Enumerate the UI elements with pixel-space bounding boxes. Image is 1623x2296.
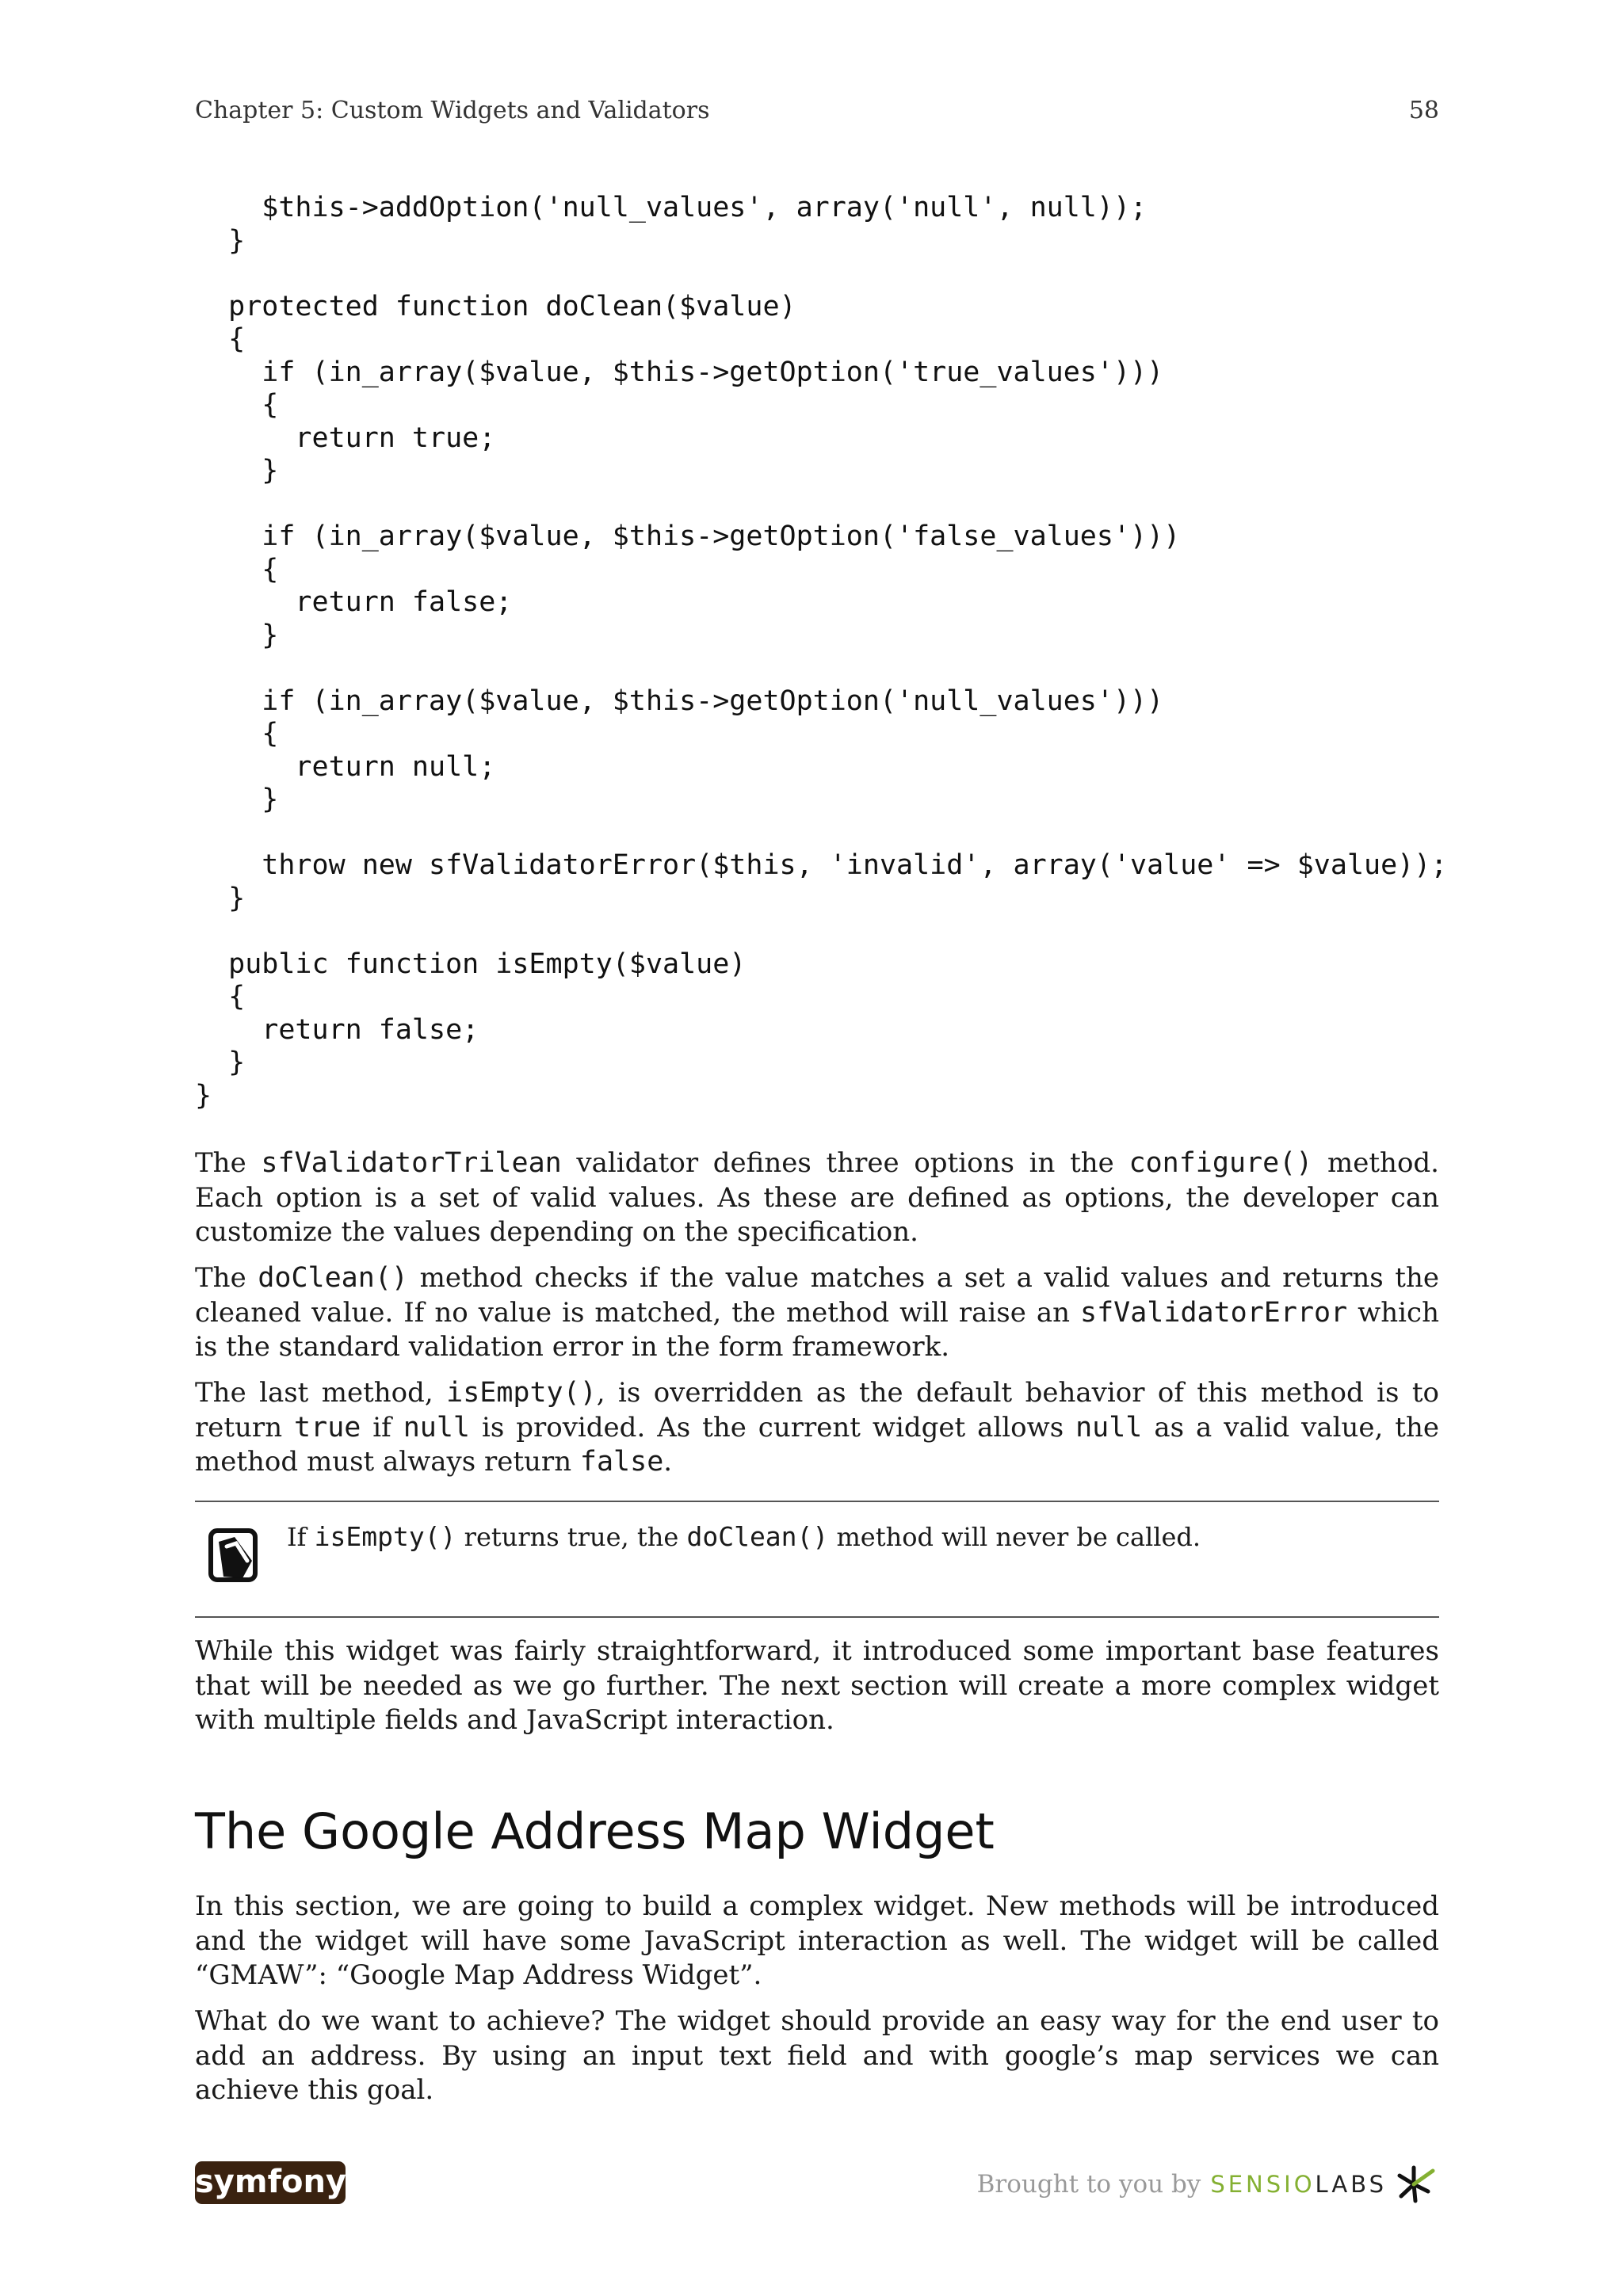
paragraph-isempty: The last method, isEmpty(), is overridden as the default behavior of this method is to return true if null is provided. As the current widget allows null as a valid value, the method must always return false.	[195, 1377, 1439, 1478]
inline-code: configure()	[1128, 1147, 1313, 1179]
inline-code: sfValidatorError	[1080, 1296, 1348, 1329]
paragraph-trilean-options: The sfValidatorTrilean validator defines three options in the configure() method. Each option is a set of valid values. As these are defined as options, the developer can customize the values depending on the specification.	[195, 1147, 1439, 1248]
paragraph-summary: While this widget was fairly straightforward, it introduced some important base features that will be needed as we go further. The next section will create a more complex widget with multiple fields and JavaScript interaction.	[195, 1635, 1439, 1736]
sensiolabs-mark-icon	[1395, 2164, 1439, 2204]
sensiolabs-logo-labs: LABS	[1315, 2171, 1387, 2198]
paragraph-gmaw-goal: What do we want to achieve? The widget should provide an easy way for the end user to add an address. By using an input text field and with google’s map services we can achieve this goal.	[195, 2005, 1439, 2106]
brought-to-you-by: Brought to you by	[976, 2170, 1201, 2199]
inline-code: isEmpty()	[446, 1377, 597, 1409]
paragraph-gmaw-intro: In this section, we are going to build a complex widget. New methods will be introduced and the widget will have some JavaScript interaction as well. The widget will be called “GMAW”: “Google Map Address Widget”.	[195, 1890, 1439, 1991]
paragraph-doclean: The doClean() method checks if the value matches a set a valid values and returns the cleaned value. If no value is matched, the method will raise an sfValidatorError which is the standard validation error in the form framework.	[195, 1262, 1439, 1363]
section-heading: The Google Address Map Widget	[195, 1802, 995, 1860]
inline-code: false	[579, 1446, 664, 1478]
inline-code: sfValidatorTrilean	[261, 1147, 562, 1179]
inline-code: doClean()	[258, 1262, 408, 1294]
inline-code: isEmpty()	[314, 1521, 456, 1552]
inline-code: null	[403, 1411, 470, 1444]
symfony-logo: symfony	[195, 2161, 346, 2204]
note-icon	[208, 1526, 258, 1585]
sensiolabs-logo-sensio: SENSIO	[1210, 2171, 1316, 2198]
inline-code: true	[294, 1411, 361, 1444]
page-number: 58	[1408, 97, 1439, 124]
page-footer	[195, 2161, 1439, 2206]
document-page	[195, 0, 1448, 2296]
sponsor-credit	[977, 2164, 1439, 2204]
code-block: $this->addOption('null_values', array('null', null)); } protected function doClean($value) { if (in_array($value, $this->getOption('true_values'))) { return true; } if (in_array($value, $this->getOption('false_values'))) { return false; } if (in_array($value, $this->getOption('null_values'))) { return null; } throw new sfValidatorError($this, 'invalid', array('value' => $value)); } public function isEmpty($value) { return false; } }	[195, 192, 1448, 1112]
note-text: If isEmpty() returns true, the doClean() method will never be called.	[287, 1521, 1201, 1552]
inline-code: null	[1075, 1411, 1143, 1444]
inline-code: doClean()	[686, 1521, 829, 1552]
note-box	[195, 1501, 1439, 1618]
page-header	[195, 97, 1439, 124]
chapter-title: Chapter 5: Custom Widgets and Validators	[195, 97, 710, 124]
